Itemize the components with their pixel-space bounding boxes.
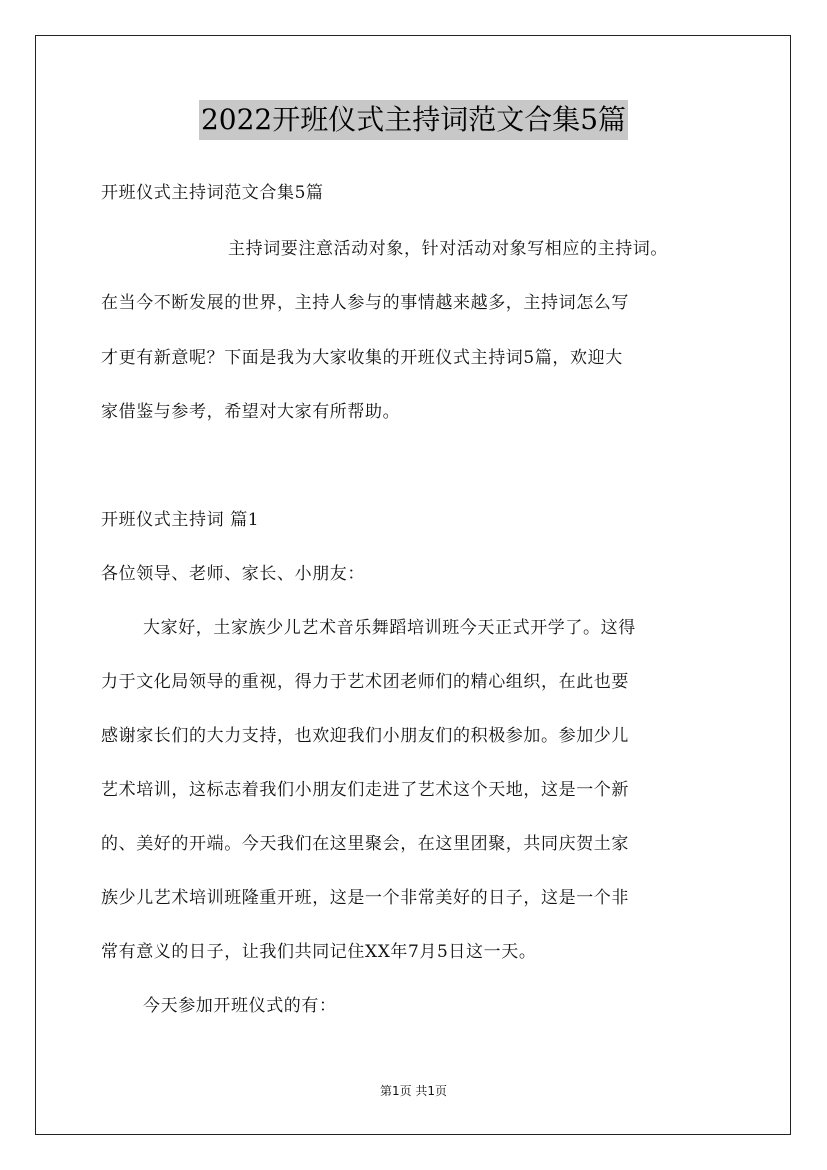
body-line-2: 力于文化局领导的重视，得力于艺术团老师们的精心组织，在此也要: [101, 672, 629, 692]
body-line-4: 艺术培训，这标志着我们小朋友们走进了艺术这个天地，这是一个新: [101, 780, 629, 800]
body-line-3: 感谢家长们的大力支持，也欢迎我们小朋友们的积极参加。参加少儿: [101, 726, 629, 746]
body-line-1: 大家好，土家族少儿艺术音乐舞蹈培训班今天正式开学了。这得: [143, 618, 636, 638]
intro-line-2: 在当今不断发展的世界，主持人参与的事情越来越多，主持词怎么写: [101, 293, 629, 313]
closing-line: 今天参加开班仪式的有：: [143, 996, 337, 1016]
intro-line-3: 才更有新意呢？下面是我为大家收集的开班仪式主持词5篇，欢迎大: [101, 348, 623, 368]
intro-line-1: 主持词要注意活动对象，针对活动对象写相应的主持词。: [228, 239, 668, 259]
document-title: 2022开班仪式主持词范文合集5篇: [199, 100, 628, 140]
intro-line-4: 家借鉴与参考，希望对大家有所帮助。: [101, 402, 401, 422]
greeting: 各位领导、老师、家长、小朋友：: [101, 564, 365, 584]
body-line-6: 族少儿艺术培训班隆重开班，这是一个非常美好的日子，这是一个非: [101, 888, 629, 908]
document-subtitle: 开班仪式主持词范文合集5篇: [101, 183, 324, 203]
body-line-5: 的、美好的开端。今天我们在这里聚会，在这里团聚，共同庆贺土家: [101, 834, 629, 854]
page-footer: 第1页 共1页: [379, 1084, 448, 1098]
section-heading: 开班仪式主持词 篇1: [101, 510, 260, 530]
title-container: [0, 100, 827, 140]
body-line-7: 常有意义的日子，让我们共同记住XX年7月5日这一天。: [101, 942, 537, 962]
